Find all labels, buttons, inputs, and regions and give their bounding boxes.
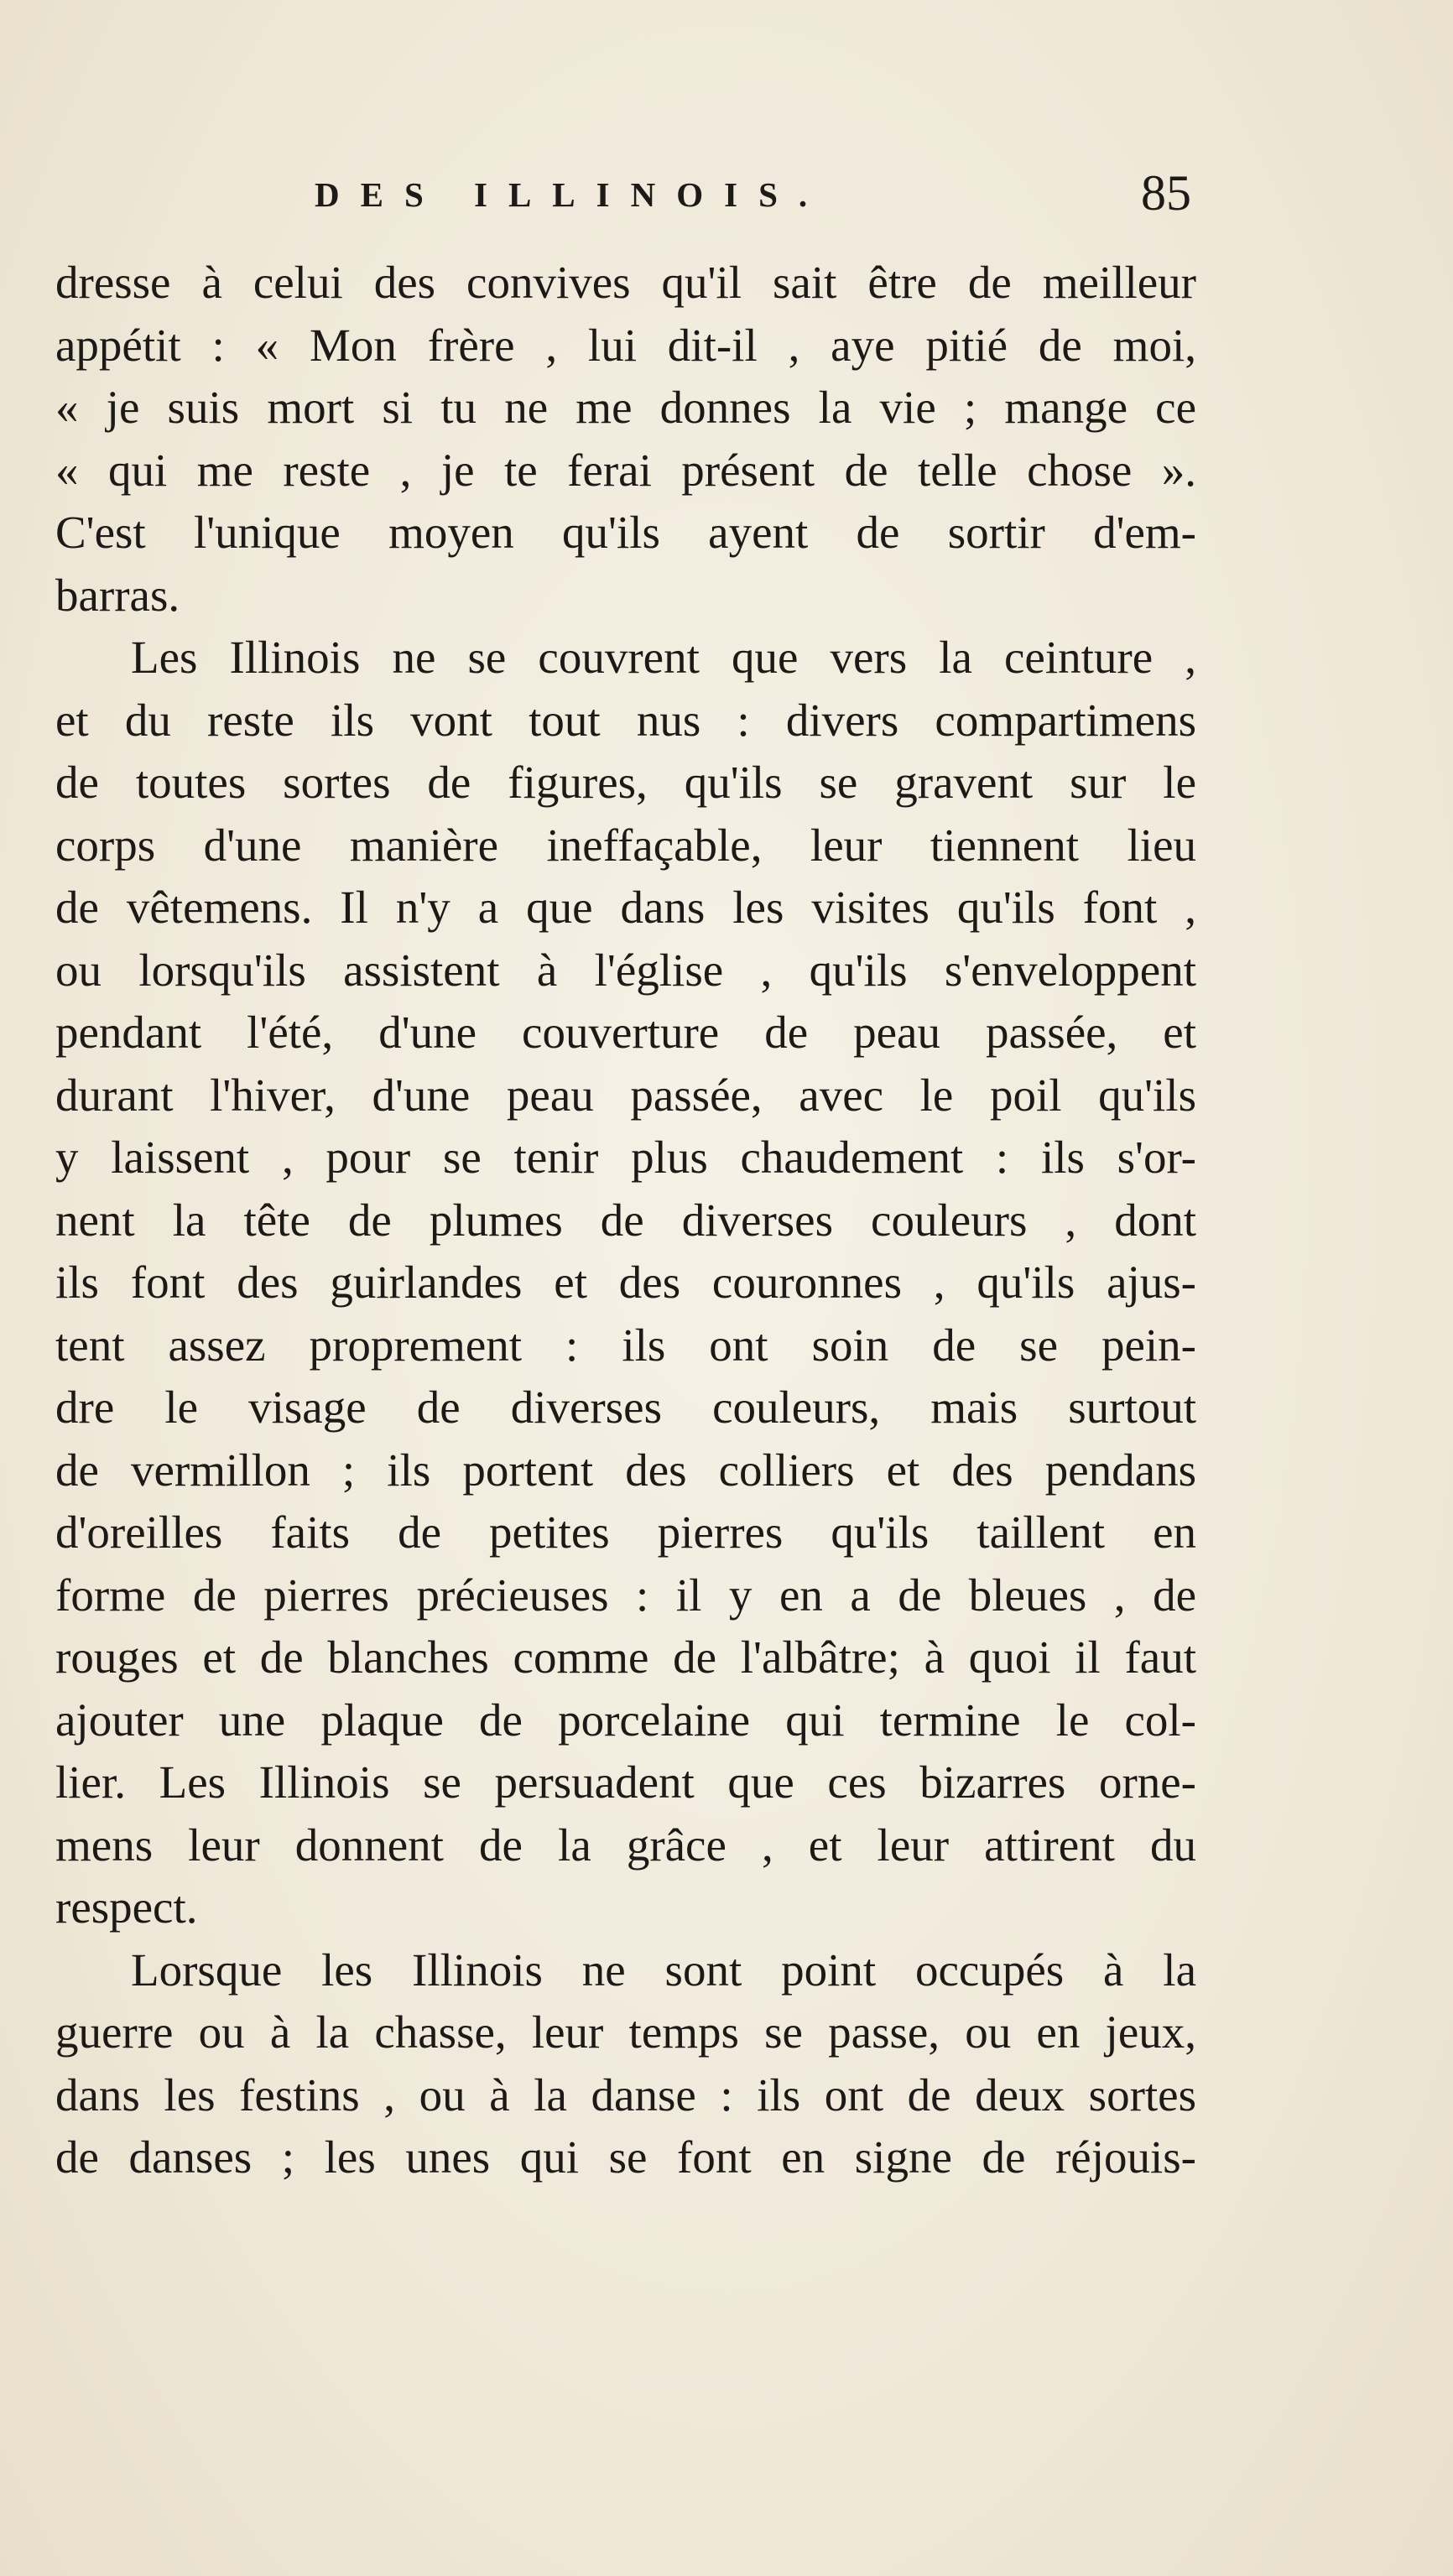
body-text bbox=[55, 252, 1196, 2189]
text-line: et du reste ils vont tout nus : divers compartimens bbox=[55, 694, 1196, 746]
text-line: ou lorsqu'ils assistent à l'église , qu'ils s'enveloppent bbox=[55, 944, 1196, 996]
text-line: Les Illinois ne se couvrent que vers la ceinture , bbox=[131, 632, 1196, 683]
text-line: forme de pierres précieuses : il y en a de bleues , de bbox=[55, 1569, 1196, 1621]
text-line: y laissent , pour se tenir plus chaudement : ils s'or- bbox=[55, 1132, 1196, 1183]
text-line: corps d'une manière ineffaçable, leur tiennent lieu bbox=[55, 819, 1196, 871]
text-line: respect. bbox=[55, 1881, 198, 1933]
text-line: ajouter une plaque de porcelaine qui termine le col- bbox=[55, 1694, 1196, 1746]
text-line: mens leur donnent de la grâce , et leur attirent du bbox=[55, 1819, 1196, 1871]
text-line: « qui me reste , je te ferai présent de telle chose ». bbox=[55, 444, 1196, 496]
page-header bbox=[315, 164, 1191, 223]
text-line: guerre ou à la chasse, leur temps se passe, ou en jeux, bbox=[55, 2006, 1196, 2058]
text-line: durant l'hiver, d'une peau passée, avec le poil qu'ils bbox=[55, 1069, 1196, 1121]
text-line: d'oreilles faits de petites pierres qu'ils taillent en bbox=[55, 1507, 1196, 1558]
text-line: appétit : « Mon frère , lui dit-il , aye pitié de moi, bbox=[55, 319, 1196, 371]
text-line: pendant l'été, d'une couverture de peau passée, et bbox=[55, 1007, 1196, 1058]
text-line: lier. Les Illinois se persuadent que ces bizarres orne- bbox=[55, 1756, 1196, 1808]
text-line: dre le visage de diverses couleurs, mais surtout bbox=[55, 1382, 1196, 1433]
text-line: de vermillon ; ils portent des colliers et des pendans bbox=[55, 1444, 1196, 1496]
text-line: tent assez proprement : ils ont soin de se pein- bbox=[55, 1319, 1196, 1371]
text-line: « je suis mort si tu ne me donnes la vie ; mange ce bbox=[55, 382, 1196, 433]
text-line: nent la tête de plumes de diverses couleurs , dont bbox=[55, 1194, 1196, 1246]
text-line: de toutes sortes de figures, qu'ils se gravent sur le bbox=[55, 757, 1196, 808]
running-head: DES ILLINOIS. bbox=[315, 175, 829, 214]
text-line: dans les festins , ou à la danse : ils ont de deux sortes bbox=[55, 2069, 1196, 2121]
text-line: dresse à celui des convives qu'il sait être de meilleur bbox=[55, 257, 1196, 308]
text-line: ils font des guirlandes et des couronnes , qu'ils ajus- bbox=[55, 1257, 1196, 1308]
text-line: de danses ; les unes qui se font en signe de réjouis- bbox=[55, 2131, 1196, 2183]
text-line: C'est l'unique moyen qu'ils ayent de sortir d'em- bbox=[55, 507, 1196, 558]
text-line: barras. bbox=[55, 569, 180, 621]
text-line: rouges et de blanches comme de l'albâtre; à quoi il faut bbox=[55, 1631, 1196, 1683]
page-number: 85 bbox=[1141, 165, 1191, 221]
text-line: de vêtemens. Il n'y a que dans les visites qu'ils font , bbox=[55, 882, 1196, 933]
text-line: Lorsque les Illinois ne sont point occupés à la bbox=[131, 1944, 1196, 1996]
